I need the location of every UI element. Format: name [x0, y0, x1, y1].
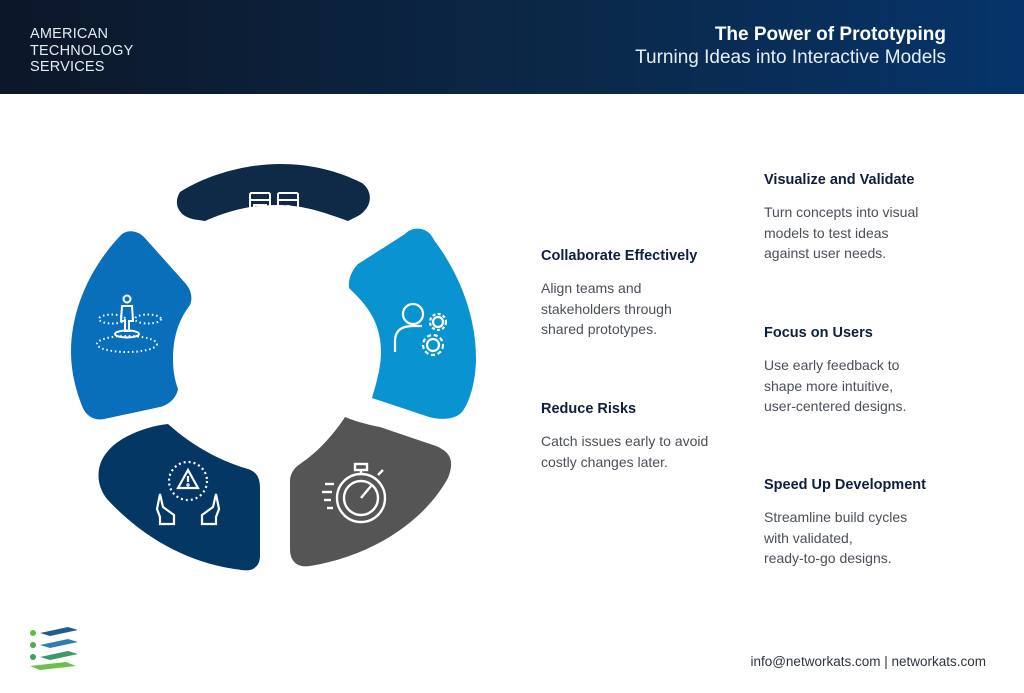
header-banner: [0, 0, 1024, 94]
segment-left: [71, 231, 191, 419]
page-title: The Power of Prototyping: [714, 24, 946, 45]
point-visualize: [764, 171, 984, 264]
prototyping-cycle-diagram: [0, 94, 540, 634]
segment-right: [349, 229, 476, 419]
point-visualize-text: Turn concepts into visual models to test ideas against user needs.: [764, 204, 919, 261]
point-speed-heading: Speed Up Development: [764, 477, 926, 493]
segment-left-shape: [71, 231, 191, 419]
page-title-block: [526, 24, 946, 70]
segment-top: [177, 164, 370, 241]
point-speed: [764, 476, 984, 569]
point-collaborate: [541, 247, 751, 340]
company-brand: [30, 26, 134, 76]
segment-bottom-left-shape: [98, 424, 260, 570]
point-collaborate-heading: Collaborate Effectively: [541, 248, 698, 264]
point-visualize-heading: Visualize and Validate: [764, 172, 915, 188]
point-speed-text: Streamline build cycles with validated, ready-to-go designs.: [764, 509, 908, 566]
point-risks-text: Catch issues early to avoid costly changes later.: [541, 433, 709, 470]
segment-top-shape: [177, 164, 370, 221]
point-focus: [764, 324, 984, 417]
page-subtitle: Turning Ideas into Interactive Models: [635, 47, 946, 68]
brand-line-3: SERVICES: [30, 59, 105, 75]
company-logo: [28, 626, 82, 670]
segment-bottom-right-shape: [290, 417, 451, 566]
point-risks-heading: Reduce Risks: [541, 401, 637, 417]
segment-bottom-left: [98, 424, 260, 570]
brand-line-2: TECHNOLOGY: [30, 42, 134, 59]
point-focus-text: Use early feedback to shape more intuitive, user-centered designs.: [764, 357, 907, 414]
segment-bottom-right: [290, 417, 451, 566]
point-risks: [541, 400, 751, 472]
footer-contact: info@networkats.com | networkats.com: [750, 654, 986, 669]
point-focus-heading: Focus on Users: [764, 325, 873, 341]
point-collaborate-text: Align teams and stakeholders through shared prototypes.: [541, 280, 672, 337]
brand-line-1: AMERICAN: [30, 26, 109, 42]
